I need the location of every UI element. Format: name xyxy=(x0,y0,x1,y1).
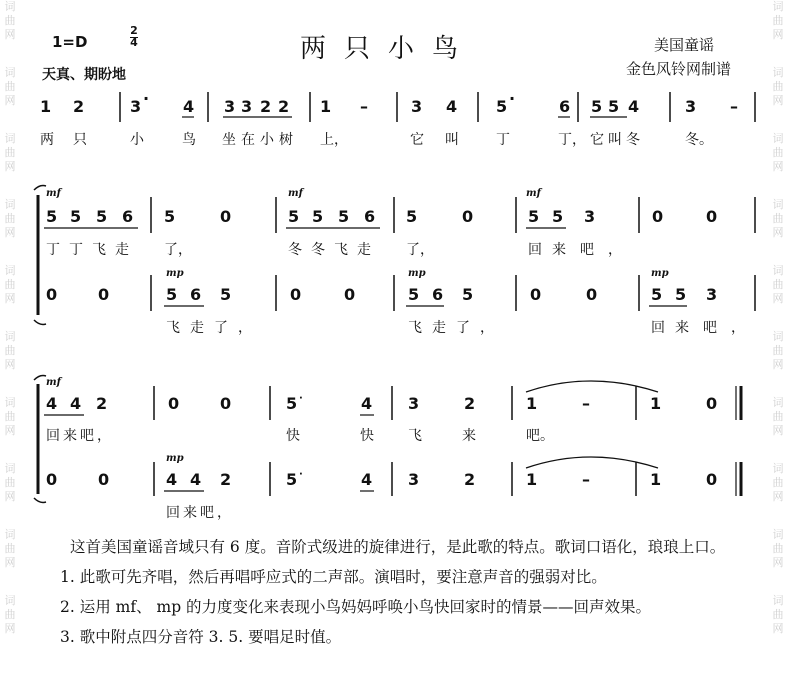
svg-text:0: 0 xyxy=(98,285,110,304)
lyric: 了， xyxy=(406,242,434,258)
system-3 xyxy=(34,376,741,503)
svg-text:5: 5 xyxy=(462,285,474,304)
svg-text:0: 0 xyxy=(652,207,664,226)
lyric: 丁， xyxy=(558,132,586,148)
svg-text:1: 1 xyxy=(650,394,662,413)
svg-text:–: – xyxy=(582,394,590,413)
svg-text:0: 0 xyxy=(706,207,718,226)
watermark-unit: 词 曲 网 xyxy=(4,462,16,503)
lyric: 回来吧， xyxy=(46,428,114,444)
svg-text:5: 5 xyxy=(608,97,620,116)
watermark-right xyxy=(768,0,788,688)
svg-text:2: 2 xyxy=(73,97,85,116)
svg-text:5: 5 xyxy=(406,207,418,226)
svg-text:3: 3 xyxy=(408,394,420,413)
lyric: 鸟 xyxy=(182,132,196,148)
svg-text:–: – xyxy=(582,470,590,489)
watermark-unit: 词 曲 网 xyxy=(4,66,16,107)
svg-text:1: 1 xyxy=(650,470,662,489)
svg-text:5: 5 xyxy=(338,207,350,226)
lyric: 冬。 xyxy=(685,132,713,148)
svg-text:2: 2 xyxy=(464,394,476,413)
system-2 xyxy=(34,186,755,325)
svg-text:5: 5 xyxy=(591,97,603,116)
watermark-unit: 词 曲 网 xyxy=(772,132,784,173)
watermark-unit: 词 曲 网 xyxy=(4,198,16,239)
song-origin: 美国童谣 xyxy=(654,36,715,54)
svg-text:3: 3 xyxy=(706,285,718,304)
svg-text:5: 5 xyxy=(220,285,232,304)
lyric: 来 xyxy=(462,428,476,444)
lyric: 坐在小树 xyxy=(222,132,298,148)
watermark-unit: 词 曲 网 xyxy=(772,396,784,437)
lyric: 小 xyxy=(130,132,144,148)
lyric: 冬冬飞走 xyxy=(288,242,380,258)
time-signature-top: 2 xyxy=(130,24,138,37)
lyric: 飞走了， xyxy=(408,320,504,336)
lyric: 丁 xyxy=(496,132,510,148)
svg-text:0: 0 xyxy=(706,470,718,489)
svg-text:0: 0 xyxy=(290,285,302,304)
song-title: 两只小鸟 xyxy=(300,34,477,64)
svg-text:5: 5 xyxy=(312,207,324,226)
svg-text:2: 2 xyxy=(96,394,108,413)
watermark-unit: 词 曲 网 xyxy=(4,330,16,371)
dynamic-mark: mf xyxy=(526,188,541,199)
svg-text:1: 1 xyxy=(526,470,538,489)
lyric: 飞 xyxy=(408,428,422,444)
lyric: 叫 xyxy=(445,132,459,148)
svg-text:4: 4 xyxy=(190,470,202,489)
svg-text:0: 0 xyxy=(220,394,232,413)
svg-text:5: 5 xyxy=(96,207,108,226)
watermark-unit: 词 曲 网 xyxy=(772,594,784,635)
system-1 xyxy=(120,92,755,122)
watermark-unit: 词 曲 网 xyxy=(772,0,784,41)
svg-text:1: 1 xyxy=(40,97,52,116)
lyric: 两 xyxy=(40,132,54,148)
svg-text:5: 5 xyxy=(651,285,663,304)
svg-text:5: 5 xyxy=(286,394,298,413)
svg-text:5: 5 xyxy=(288,207,300,226)
svg-text:3: 3 xyxy=(224,97,236,116)
song-notes xyxy=(38,532,766,652)
svg-text:2: 2 xyxy=(278,97,290,116)
svg-text:4: 4 xyxy=(46,394,58,413)
svg-text:5: 5 xyxy=(552,207,564,226)
svg-text:5: 5 xyxy=(166,285,178,304)
svg-text:1: 1 xyxy=(526,394,538,413)
lyric: 快 xyxy=(360,428,374,444)
watermark-unit: 词 曲 网 xyxy=(4,0,16,41)
dynamic-mark: mf xyxy=(46,188,61,199)
lyric: 丁丁飞走 xyxy=(46,242,138,258)
watermark-left xyxy=(0,0,20,688)
dynamic-mark: mp xyxy=(166,268,184,279)
notes-item-1: 1. 此歌可先齐唱，然后再唱呼应式的二声部。演唱时，要注意声音的强弱对比。 xyxy=(60,568,607,586)
svg-text:5: 5 xyxy=(70,207,82,226)
sheet-music-page xyxy=(30,0,765,688)
svg-text:1: 1 xyxy=(320,97,332,116)
svg-text:0: 0 xyxy=(706,394,718,413)
svg-text:·: · xyxy=(299,393,303,404)
svg-text:0: 0 xyxy=(98,470,110,489)
notation-score xyxy=(30,0,765,530)
dynamic-mark: mp xyxy=(408,268,426,279)
watermark-unit: 词 曲 网 xyxy=(4,396,16,437)
svg-text:0: 0 xyxy=(220,207,232,226)
svg-text:4: 4 xyxy=(361,394,373,413)
dynamic-mark: mf xyxy=(288,188,303,199)
svg-text:3: 3 xyxy=(584,207,596,226)
key-signature: 1=D xyxy=(52,33,88,51)
watermark-unit: 词 曲 网 xyxy=(4,594,16,635)
time-signature-bottom: 4 xyxy=(130,36,138,49)
svg-text:0: 0 xyxy=(344,285,356,304)
notes-item-2: 2. 运用 mf、 mp 的力度变化来表现小鸟妈妈呼唤小鸟快回家时的情景——回声效果。 xyxy=(60,598,652,616)
svg-text:0: 0 xyxy=(46,285,58,304)
svg-text:0: 0 xyxy=(530,285,542,304)
svg-text:3: 3 xyxy=(130,97,142,116)
lyric: 了， xyxy=(164,242,192,258)
notes-intro: 这首美国童谣音域只有 6 度。音阶式级进的旋律进行，是此歌的特点。歌词口语化，琅琅上口。 xyxy=(70,538,726,556)
svg-text:4: 4 xyxy=(70,394,82,413)
watermark-unit: 词 曲 网 xyxy=(4,132,16,173)
lyric: 它 xyxy=(410,132,424,148)
lyric: 上， xyxy=(320,132,348,148)
lyric: 来吧， xyxy=(552,242,636,258)
lyric: 吧。 xyxy=(526,428,554,444)
svg-text:0: 0 xyxy=(462,207,474,226)
svg-text:0: 0 xyxy=(168,394,180,413)
svg-text:5: 5 xyxy=(46,207,58,226)
svg-text:3: 3 xyxy=(411,97,423,116)
score-credit: 金色风铃网制谱 xyxy=(626,60,732,78)
lyric: 飞走了， xyxy=(166,320,262,336)
svg-text:5: 5 xyxy=(675,285,687,304)
svg-text:5: 5 xyxy=(496,97,508,116)
svg-text:4: 4 xyxy=(183,97,195,116)
svg-text:6: 6 xyxy=(432,285,444,304)
svg-text:0: 0 xyxy=(46,470,58,489)
svg-text:2: 2 xyxy=(260,97,272,116)
svg-text:4: 4 xyxy=(628,97,640,116)
svg-text:·: · xyxy=(299,469,303,480)
svg-text:5: 5 xyxy=(528,207,540,226)
notes-item-3: 3. 歌中附点四分音符 3. 5. 要唱足时值。 xyxy=(60,628,342,646)
lyric: 回来吧， xyxy=(166,505,234,521)
svg-text:6: 6 xyxy=(364,207,376,226)
svg-text:0: 0 xyxy=(586,285,598,304)
watermark-unit: 词 曲 网 xyxy=(4,264,16,305)
svg-text:5: 5 xyxy=(408,285,420,304)
svg-text:·: · xyxy=(143,89,150,108)
svg-text:2: 2 xyxy=(464,470,476,489)
watermark-unit: 词 曲 网 xyxy=(772,462,784,503)
dynamic-mark: mf xyxy=(46,377,61,388)
expression-mark: 天真、期盼地 xyxy=(42,67,126,83)
watermark-unit: 词 曲 网 xyxy=(772,264,784,305)
svg-text:–: – xyxy=(730,97,738,116)
dynamic-mark: mp xyxy=(166,453,184,464)
svg-text:6: 6 xyxy=(190,285,202,304)
svg-text:·: · xyxy=(509,89,516,108)
lyric: 它叫冬 xyxy=(590,132,644,148)
lyric: 只 xyxy=(73,132,87,148)
watermark-unit: 词 曲 网 xyxy=(772,330,784,371)
lyric: 来吧， xyxy=(675,320,759,336)
watermark-unit: 词 曲 网 xyxy=(4,528,16,569)
svg-text:4: 4 xyxy=(166,470,178,489)
watermark-unit: 词 曲 网 xyxy=(772,528,784,569)
svg-text:4: 4 xyxy=(361,470,373,489)
watermark-unit: 词 曲 网 xyxy=(772,198,784,239)
svg-text:5: 5 xyxy=(164,207,176,226)
watermark-unit: 词 曲 网 xyxy=(772,66,784,107)
svg-text:3: 3 xyxy=(408,470,420,489)
svg-text:6: 6 xyxy=(122,207,134,226)
svg-text:6: 6 xyxy=(559,97,571,116)
svg-text:–: – xyxy=(360,97,368,116)
svg-text:5: 5 xyxy=(286,470,298,489)
dynamic-mark: mp xyxy=(651,268,669,279)
lyric: 快 xyxy=(286,428,300,444)
lyric: 回 xyxy=(651,320,665,336)
svg-text:2: 2 xyxy=(220,470,232,489)
lyric: 回 xyxy=(528,242,542,258)
svg-text:3: 3 xyxy=(241,97,253,116)
svg-text:3: 3 xyxy=(685,97,697,116)
svg-text:4: 4 xyxy=(446,97,458,116)
